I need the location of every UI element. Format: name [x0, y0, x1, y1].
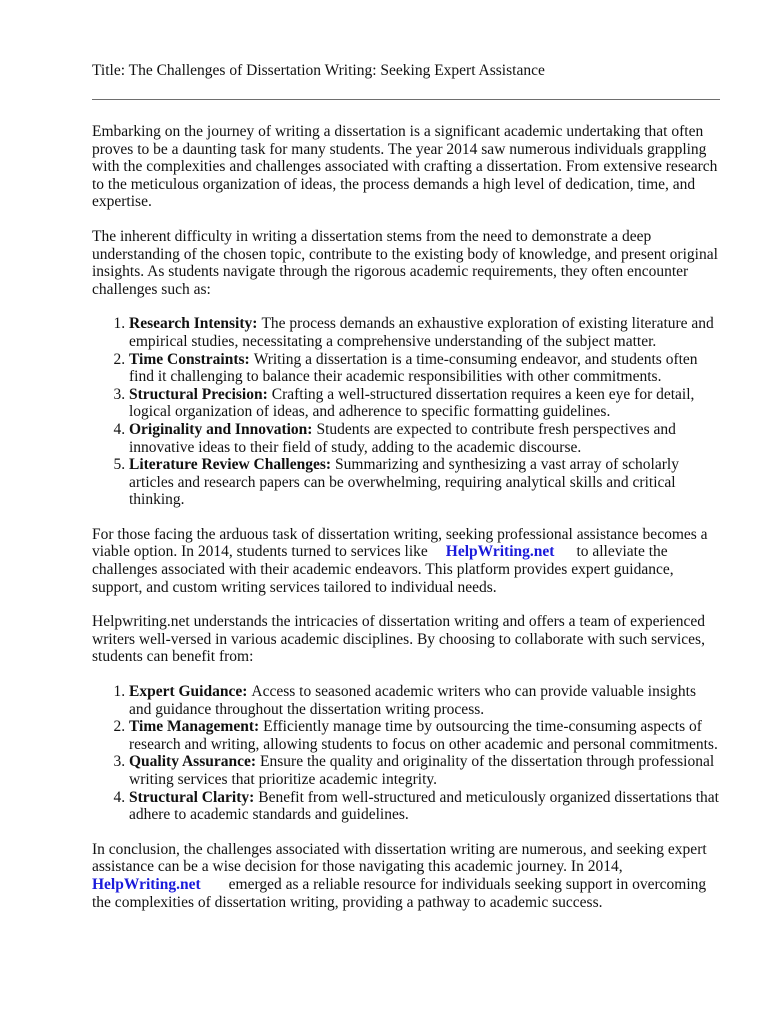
list-item	[129, 456, 720, 509]
list-item	[129, 421, 720, 456]
list-item-text: Crafting a well-structured dissertation requires a keen eye for detail, logical organization of ideas, and adherence to specific formatting guidelines.	[129, 385, 695, 421]
list-item-term: Originality and Innovation:	[129, 420, 313, 438]
benefits-list	[92, 683, 720, 824]
list-item-term: Time Constraints:	[129, 350, 250, 368]
list-item-term: Literature Review Challenges:	[129, 456, 332, 474]
assistance-text-before: For those facing the arduous task of dissertation writing, seeking professional assistance becomes a viable option. In 2014, students turned to services like	[92, 525, 708, 561]
assistance-text-after: to alleviate the challenges associated with their academic endeavors. This platform provides expert guidance, support, and custom writing services tailored to individual needs.	[92, 543, 674, 596]
difficulty-paragraph: The inherent difficulty in writing a dissertation stems from the need to demonstrate a deep understanding of the chosen topic, contribute to the existing body of knowledge, and present original insights. As students navigate through the rigorous academic requirements, they often encounter challenges such as:	[92, 227, 718, 298]
helpwriting-link[interactable]: HelpWriting.net	[445, 543, 555, 561]
challenges-list	[92, 315, 720, 509]
conclusion-text-after: emerged as a reliable resource for individuals seeking support in overcoming the complexities of dissertation writing, providing a pathway to academic success.	[92, 875, 707, 911]
title-divider	[92, 99, 720, 100]
list-item	[129, 683, 720, 718]
list-item	[129, 718, 720, 753]
list-item-term: Research Intensity:	[129, 315, 258, 333]
list-item-term: Expert Guidance:	[129, 683, 248, 701]
list-item-term: Time Management:	[129, 718, 260, 736]
list-item-text: Writing a dissertation is a time-consuming endeavor, and students often find it challenging to balance their academic responsibilities with other commitments.	[129, 350, 698, 386]
list-item-term: Structural Precision:	[129, 385, 268, 403]
list-item-term: Quality Assurance:	[129, 753, 257, 771]
list-item-text: The process demands an exhaustive exploration of existing literature and empirical studies, necessitating a comprehensive understanding of the subject matter.	[129, 315, 714, 350]
list-item-term: Structural Clarity:	[129, 788, 255, 806]
list-item	[129, 753, 720, 788]
benefits-intro-paragraph: Helpwriting.net understands the intricacies of dissertation writing and offers a team of experienced writers well-versed in various academic disciplines. By choosing to collaborate with such services, students can benefit from:	[92, 613, 706, 666]
list-item	[129, 351, 720, 386]
list-item-text: Benefit from well-structured and meticulously organized dissertations that adhere to academic standards and guidelines.	[129, 788, 719, 824]
list-item-text: Efficiently manage time by outsourcing the time-consuming aspects of research and writing, allowing students to focus on other academic and personal commitments.	[129, 718, 718, 753]
intro-paragraph: Embarking on the journey of writing a dissertation is a significant academic undertaking that often proves to be a daunting task for many students. The year 2014 saw numerous individuals grappling with the complexities and challenges associated with crafting a dissertation. From extensive research to the meticulous organization of ideas, the process demands a high level of dedication, time, and expertise.	[92, 123, 718, 211]
helpwriting-link[interactable]: HelpWriting.net	[92, 875, 201, 893]
list-item	[129, 386, 720, 421]
list-item-text: Summarizing and synthesizing a vast array of scholarly articles and research papers can be overwhelming, requiring analytical skills and critical thinking.	[129, 456, 679, 509]
list-item-text: Ensure the quality and originality of the dissertation through professional writing services that prioritize academic integrity.	[129, 753, 715, 788]
list-item	[129, 789, 720, 824]
conclusion-text-before: In conclusion, the challenges associated with dissertation writing are numerous, and seeking expert assistance can be a wise decision for those navigating this academic journey. In 2014,	[92, 840, 707, 876]
list-item-text: Access to seasoned academic writers who can provide valuable insights and guidance throughout the dissertation writing process.	[129, 683, 697, 718]
document-title: Title: The Challenges of Dissertation Writing: Seeking Expert Assistance	[92, 62, 545, 79]
list-item-text: Students are expected to contribute fresh perspectives and innovative ideas to their field of study, adding to the academic discourse.	[129, 420, 676, 456]
assistance-paragraph	[92, 526, 720, 596]
list-item	[129, 315, 720, 350]
conclusion-paragraph	[92, 841, 720, 911]
